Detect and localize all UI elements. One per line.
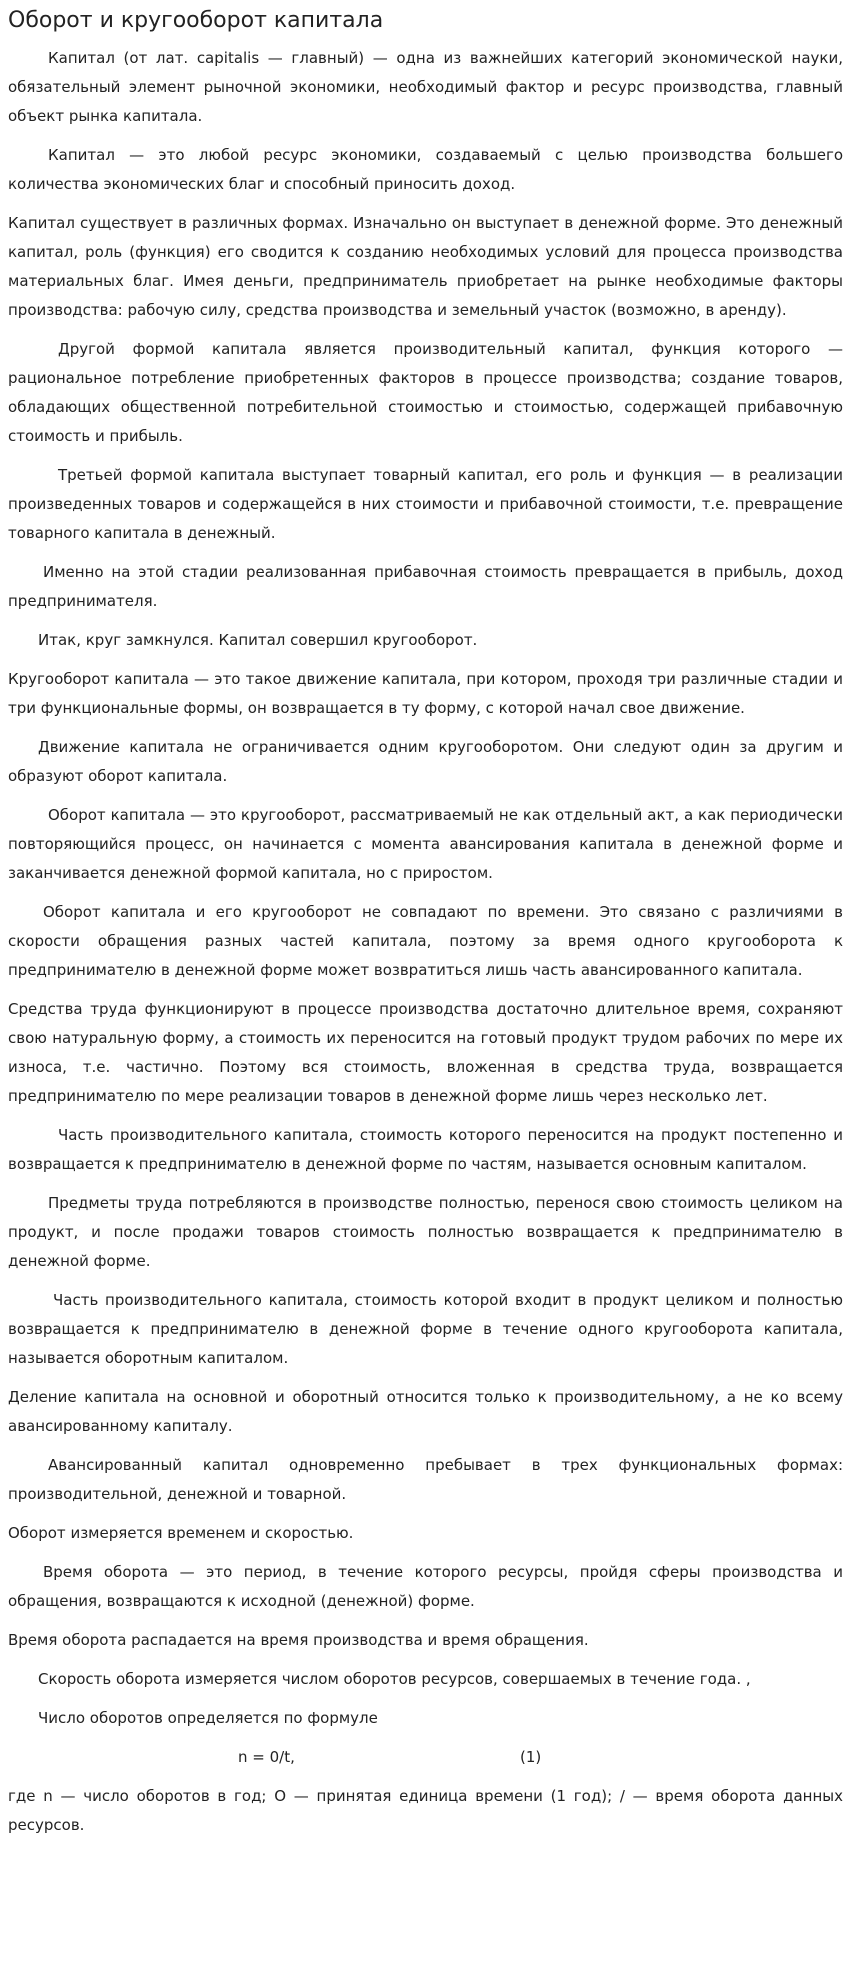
paragraph: Время оборота распадается на время производства и время обращения. xyxy=(8,1631,589,1649)
document-body xyxy=(8,44,843,1733)
paragraph: Капитал — это любой ресурс экономики, создаваемый с целью производства большего количества экономических благ и способный приносить доход. xyxy=(8,146,843,193)
paragraph: Авансированный капитал одновременно пребывает в трех функциональных формах: производительной, денежной и товарной. xyxy=(8,1456,843,1503)
paragraph: Оборот измеряется временем и скоростью. xyxy=(8,1524,354,1542)
paragraph: Время оборота — это период, в течение которого ресурсы, пройдя сферы производства и обращения, возвращаются к исходной (денежной) форме. xyxy=(8,1563,843,1610)
paragraph: Движение капитала не ограничивается одним кругооборотом. Они следуют один за другим и образуют оборот капитала. xyxy=(8,738,843,785)
formula-explanation: где n — число оборотов в год; О — принятая единица времени (1 год); / — время оборота данных ресурсов. xyxy=(8,1787,843,1834)
paragraph: Предметы труда потребляются в производстве полностью, перенося свою стоимость целиком на продукт, и после продажи товаров стоимость полностью возвращается к предпринимателю в денежной форме. xyxy=(8,1194,843,1270)
paragraph: Именно на этой стадии реализованная прибавочная стоимость превращается в прибыль, доход предпринимателя. xyxy=(8,563,843,610)
paragraph: Часть производительного капитала, стоимость которой входит в продукт целиком и полностью возвращается к предпринимателю в денежной форме в течение одного кругооборота капитала, называется оборотным капиталом. xyxy=(8,1291,843,1367)
paragraph: Другой формой капитала является производительный капитал, функция которого — рациональное потребление приобретенных факторов в процессе производства; создание товаров, обладающих общественной потребительной стоимостью и стоимостью, содержащей прибавочную стоимость и прибыль. xyxy=(8,340,843,445)
formula-number: (1) xyxy=(520,1748,542,1766)
paragraph: Средства труда функционируют в процессе производства достаточно длительное время, сохраняют свою натуральную форму, а стоимость их переносится на готовый продукт трудом рабочих по мере их износа, т.е. частично. Поэтому вся стоимость, вложенная в средства труда, возвращается предпринимателю по мере реализации товаров в денежной форме лишь через несколько лет. xyxy=(8,1000,843,1105)
paragraph: Итак, круг замкнулся. Капитал совершил кругооборот. xyxy=(38,631,478,649)
page-title: Оборот и кругооборот капитала xyxy=(8,8,384,33)
formula-line xyxy=(8,1743,843,1772)
paragraph: Капитал (от лат. capitalis — главный) — одна из важнейших категорий экономической науки, обязательный элемент рыночной экономики, необходимый фактор и ресурс производства, главный объект рынка капитала. xyxy=(8,49,843,125)
paragraph: Скорость оборота измеряется числом оборотов ресурсов, совершаемых в течение года. , xyxy=(38,1670,751,1688)
paragraph: Оборот капитала — это кругооборот, рассматриваемый не как отдельный акт, а как периодически повторяющийся процесс, он начинается с момента авансирования капитала в денежной форме и заканчивается денежной формой капитала, но с приростом. xyxy=(8,806,843,882)
paragraph: Часть производительного капитала, стоимость которого переносится на продукт постепенно и возвращается к предпринимателю в денежной форме по частям, называется основным капиталом. xyxy=(8,1126,843,1173)
paragraph: Деление капитала на основной и оборотный относится только к производительному, а не ко всему авансированному капиталу. xyxy=(8,1388,843,1435)
formula-expression: n = 0/t, xyxy=(238,1748,295,1766)
paragraph: Капитал существует в различных формах. Изначально он выступает в денежной форме. Это денежный капитал, роль (функция) его сводится к созданию необходимых условий для процесса производства материальных благ. Имея деньги, предприниматель приобретает на рынке необходимые факторы производства: рабочую силу, средства производства и земельный участок (возможно, в аренду). xyxy=(8,214,843,319)
paragraph: Число оборотов определяется по формуле xyxy=(38,1709,378,1727)
paragraph: Третьей формой капитала выступает товарный капитал, его роль и функция — в реализации произведенных товаров и содержащейся в них стоимости и прибавочной стоимости, т.е. превращение товарного капитала в денежный. xyxy=(8,466,843,542)
paragraph: Оборот капитала и его кругооборот не совпадают по времени. Это связано с различиями в скорости обращения разных частей капитала, поэтому за время одного кругооборота к предпринимателю в денежной форме может возвратиться лишь часть авансированного капитала. xyxy=(8,903,843,979)
paragraph: Кругооборот капитала — это такое движение капитала, при котором, проходя три различные стадии и три функциональные формы, он возвращается в ту форму, с которой начал свое движение. xyxy=(8,670,843,717)
